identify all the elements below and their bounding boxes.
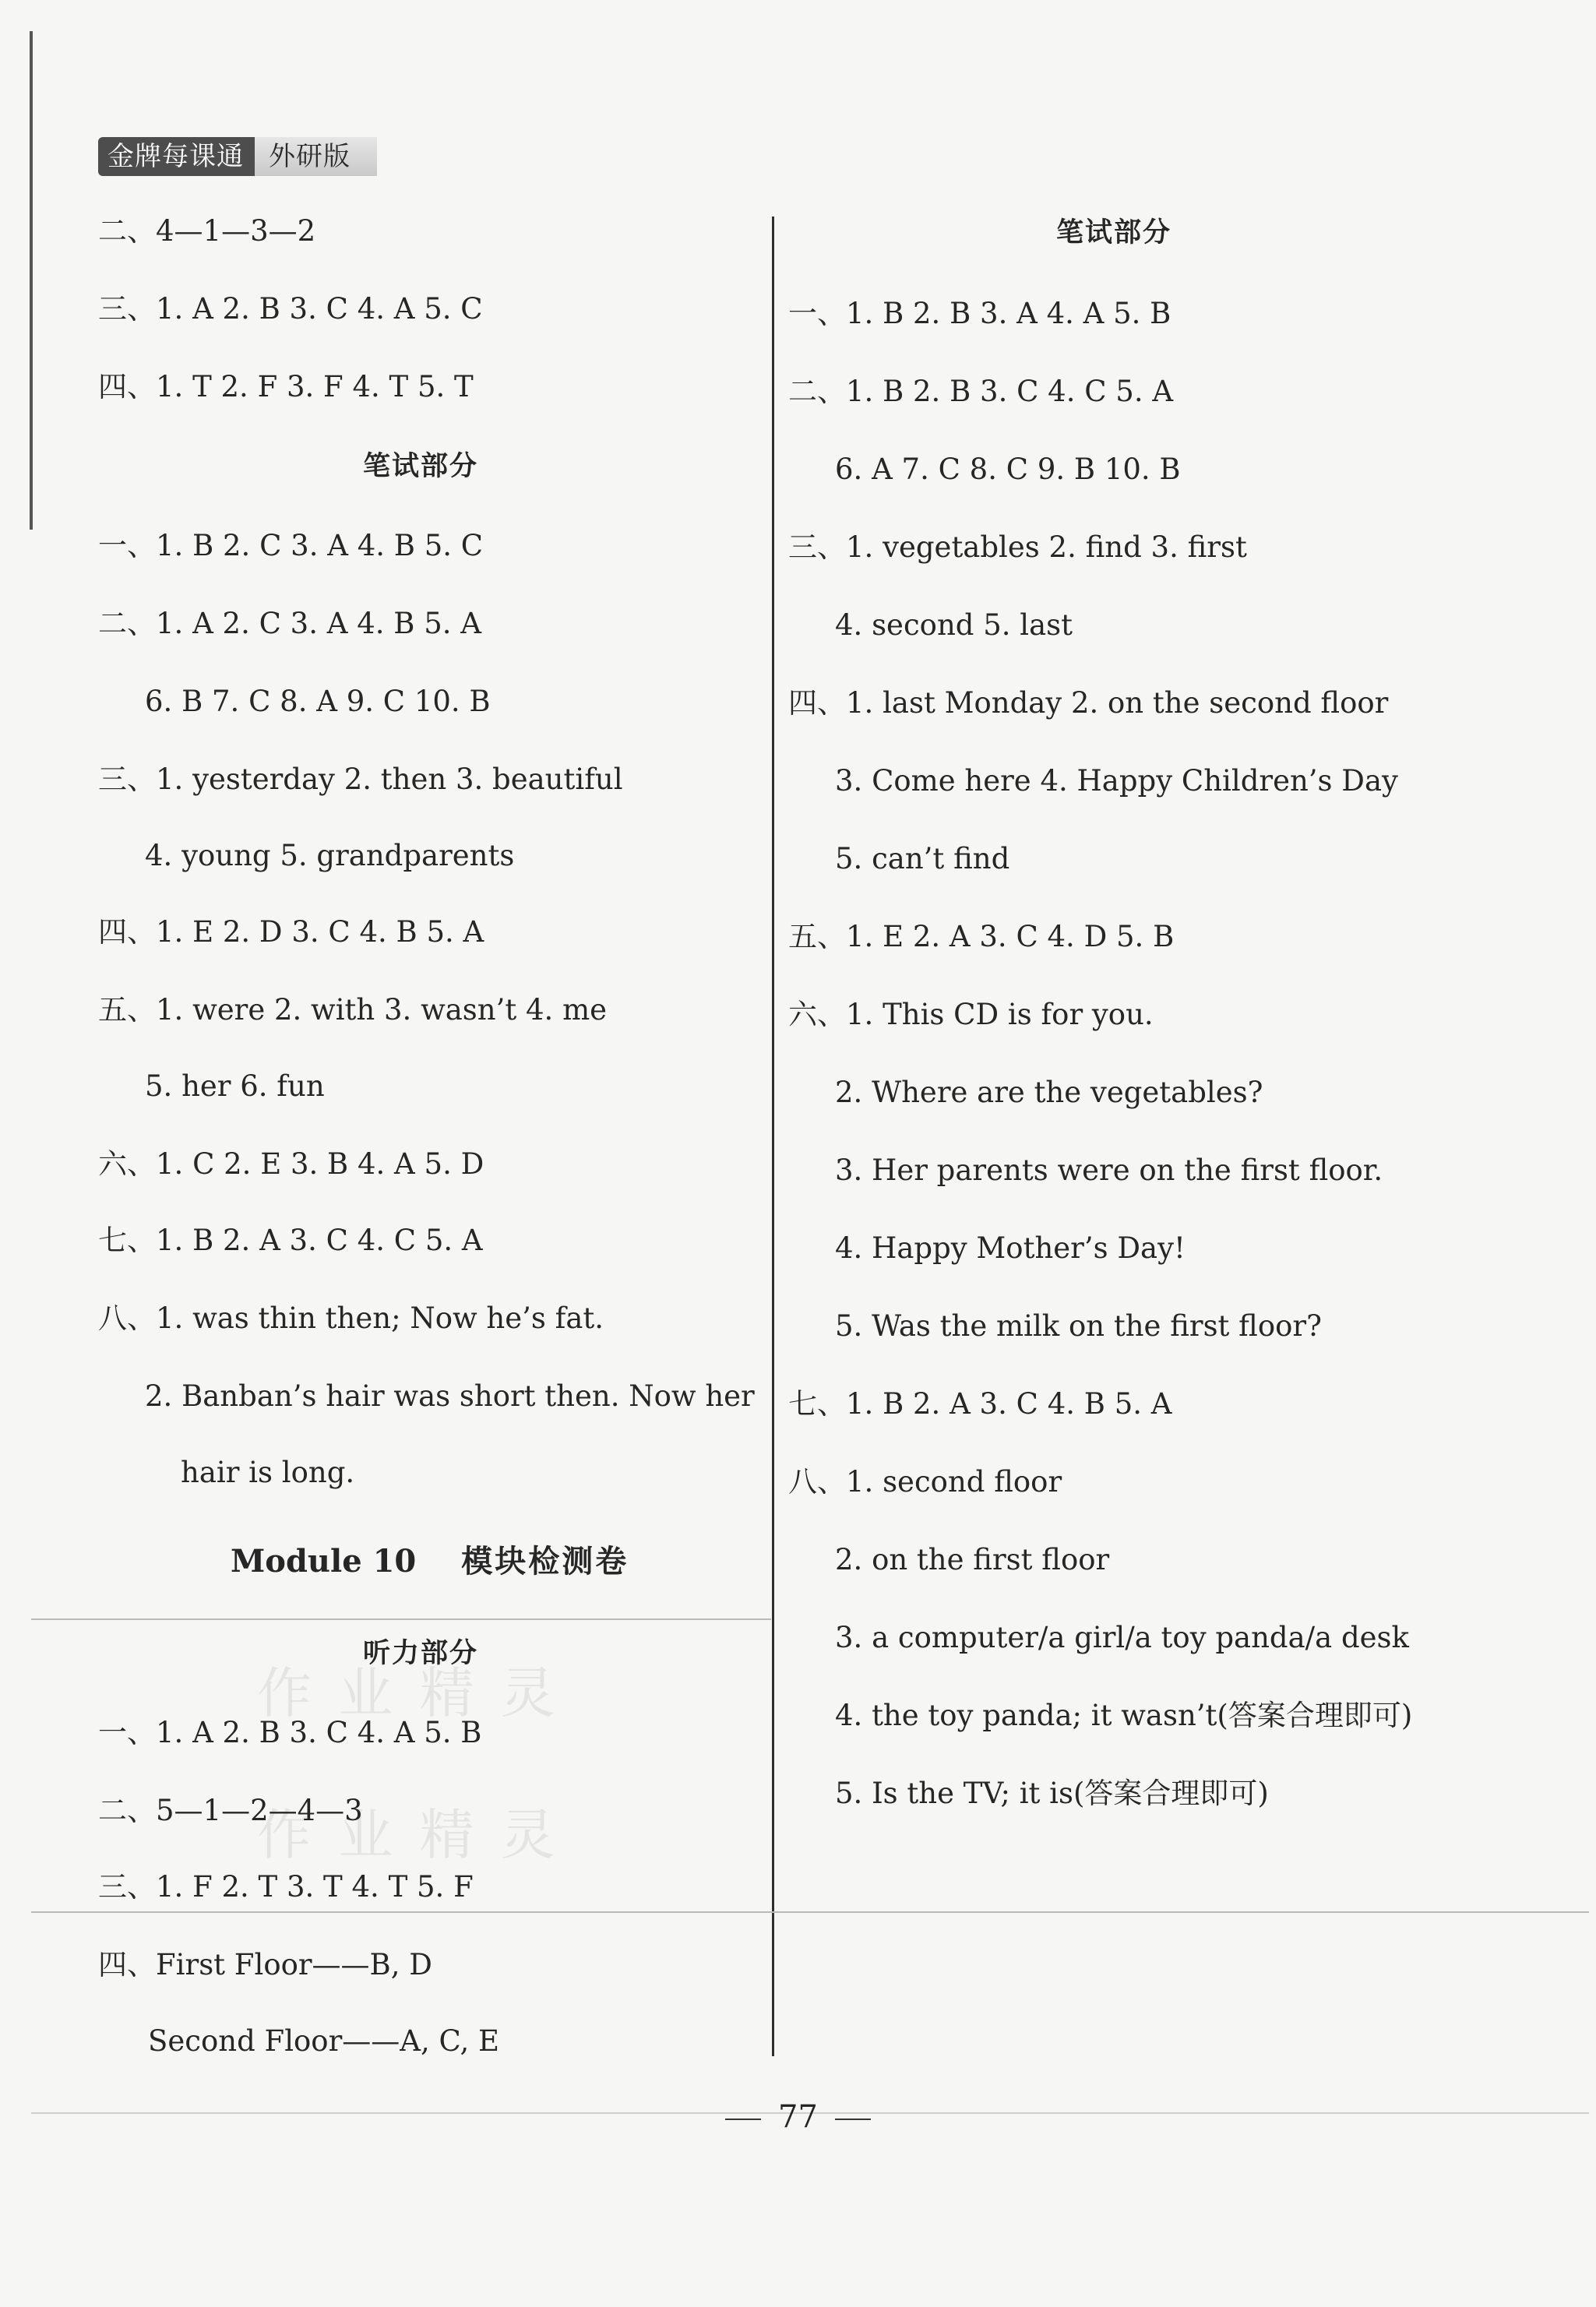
watermark-2: 作 业 精 灵	[257, 1803, 560, 1867]
answer-line: 2. on the first floor	[835, 1543, 1110, 1576]
answer-line: 四、1. T 2. F 3. F 4. T 5. T	[98, 370, 474, 403]
answer-line: 八、1. second floor	[788, 1465, 1062, 1499]
answer-line: 2. Banban’s hair was short then. Now her	[145, 1379, 755, 1413]
section-title-written: 笔试部分	[1056, 217, 1172, 248]
module-number: Module 10	[231, 1543, 417, 1580]
answer-line: 八、1. was thin then; Now he’s fat.	[98, 1301, 604, 1335]
answer-line: 3. Come here 4. Happy Children’s Day	[835, 764, 1398, 798]
answer-line: 三、1. vegetables 2. find 3. first	[788, 530, 1247, 564]
answer-line: 四、First Floor——B, D	[98, 1948, 432, 1981]
page-number-dash-left	[725, 2119, 761, 2120]
answer-line: 四、1. E 2. D 3. C 4. B 5. A	[98, 915, 484, 949]
answer-line: 一、1. A 2. B 3. C 4. A 5. B	[98, 1716, 482, 1749]
answer-line: 3. a computer/a girl/a toy panda/a desk	[835, 1621, 1409, 1654]
answer-line: 6. A 7. C 8. C 9. B 10. B	[835, 453, 1181, 486]
scan-rule-2	[31, 1911, 1589, 1913]
answer-line: 4. the toy panda; it wasn’t(答案合理即可)	[835, 1699, 1413, 1732]
scan-rule-1	[31, 1618, 771, 1620]
answer-line: 4. second 5. last	[835, 608, 1073, 642]
series-badge: 金牌每课通	[98, 137, 255, 176]
answer-line: 三、1. F 2. T 3. T 4. T 5. F	[98, 1870, 474, 1904]
answer-line: 二、1. B 2. B 3. C 4. C 5. A	[788, 375, 1174, 408]
answer-line: 6. B 7. C 8. A 9. C 10. B	[145, 685, 491, 718]
answer-line: 五、1. E 2. A 3. C 4. D 5. B	[788, 920, 1175, 953]
edition-badge: 外研版	[255, 137, 377, 176]
answer-line: 二、5—1—2—4—3	[98, 1794, 363, 1827]
answer-line: 一、1. B 2. C 3. A 4. B 5. C	[98, 529, 484, 562]
column-divider	[772, 217, 774, 2056]
answer-line: 5. Was the milk on the first floor?	[835, 1309, 1322, 1343]
page-number-dash-right	[835, 2119, 871, 2120]
answer-line: 一、1. B 2. B 3. A 4. A 5. B	[788, 297, 1171, 330]
answer-line: 5. her 6. fun	[145, 1069, 325, 1103]
answer-line: 七、1. B 2. A 3. C 4. B 5. A	[788, 1387, 1172, 1421]
section-title-listening: 听力部分	[363, 1638, 479, 1669]
answer-line: 七、1. B 2. A 3. C 4. C 5. A	[98, 1224, 483, 1257]
watermark-1: 作 业 精 灵	[257, 1661, 560, 1725]
answer-line: 二、4—1—3—2	[98, 214, 316, 248]
answer-line: 五、1. were 2. with 3. wasn’t 4. me	[98, 993, 608, 1027]
answer-line: 三、1. yesterday 2. then 3. beautiful	[98, 763, 623, 796]
page-number-value: 77	[778, 2099, 818, 2135]
answer-line: 2. Where are the vegetables?	[835, 1076, 1263, 1109]
answer-line: 三、1. A 2. B 3. C 4. A 5. C	[98, 292, 483, 326]
answer-line: Second Floor——A, C, E	[148, 2024, 500, 2058]
page-number	[0, 2095, 1596, 2139]
answer-line: 4. young 5. grandparents	[145, 839, 515, 872]
answer-line: 六、1. C 2. E 3. B 4. A 5. D	[98, 1147, 484, 1181]
answer-line: hair is long.	[181, 1456, 355, 1489]
answer-line: 4. Happy Mother’s Day!	[835, 1231, 1186, 1265]
answer-line: 3. Her parents were on the first floor.	[835, 1154, 1383, 1187]
module-title	[231, 1541, 629, 1583]
section-title-written: 笔试部分	[363, 451, 479, 482]
answer-line: 二、1. A 2. C 3. A 4. B 5. A	[98, 607, 482, 640]
book-header	[98, 137, 377, 176]
answer-line: 六、1. This CD is for you.	[788, 998, 1154, 1031]
answer-line: 5. can’t find	[835, 842, 1010, 875]
answer-line: 5. Is the TV; it is(答案合理即可)	[835, 1777, 1269, 1810]
answer-line: 四、1. last Monday 2. on the second floor	[788, 686, 1389, 720]
page-edge-shadow	[30, 31, 33, 530]
module-test-label: 模块检测卷	[461, 1544, 629, 1580]
